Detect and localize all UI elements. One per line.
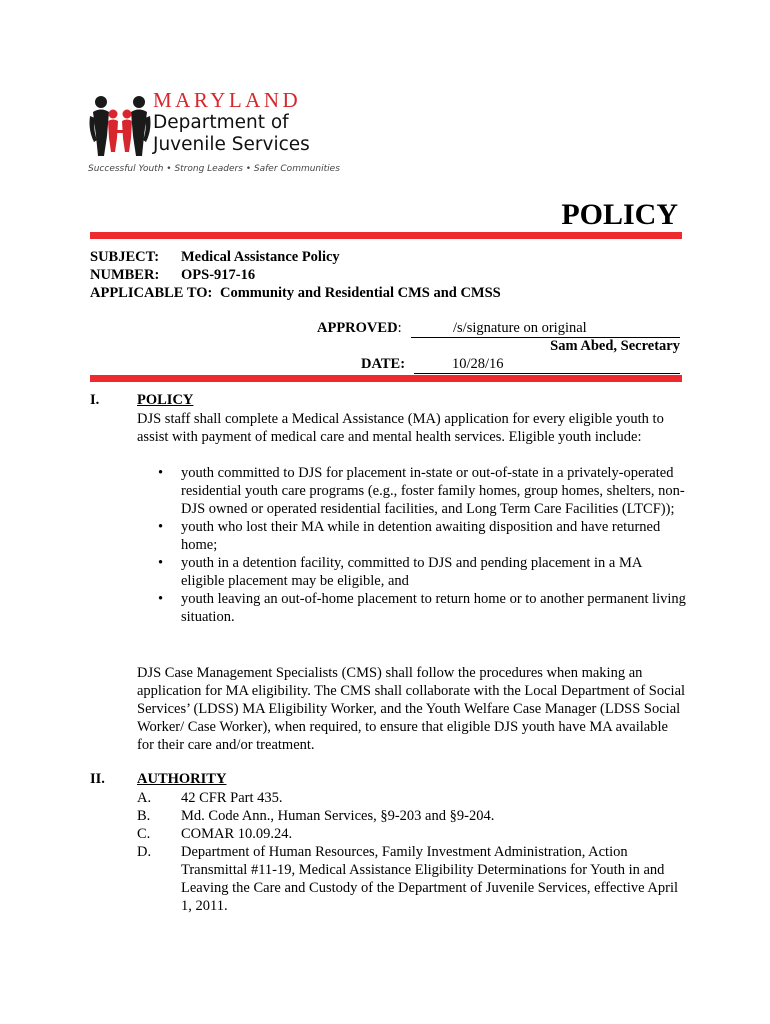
family-figures-icon bbox=[88, 90, 152, 164]
logo-tagline: Successful Youth • Strong Leaders • Safer Communities bbox=[88, 164, 340, 174]
logo-department-line1: Department of bbox=[153, 112, 289, 133]
list-item bbox=[137, 518, 687, 554]
approved-label-row bbox=[317, 320, 402, 337]
list-item bbox=[137, 843, 687, 915]
bullet-icon: • bbox=[158, 465, 164, 481]
list-item-text: youth in a detention facility, committed to DJS and pending placement in a MA eligible placement may be eligible, and bbox=[181, 555, 642, 589]
section-2-title: AUTHORITY bbox=[137, 771, 227, 787]
number-label: NUMBER: bbox=[90, 267, 160, 283]
approved-label: APPROVED bbox=[317, 320, 398, 336]
logo-state-name: MARYLAND bbox=[153, 88, 302, 112]
date-value: 10/28/16 bbox=[452, 356, 504, 372]
section-1-closing: DJS Case Management Specialists (CMS) shall follow the procedures when making an application for MA eligibility. The CMS shall collaborate with the Local Department of Social Services’ (LDSS) MA Eligibility Worker, and the Youth Welfare Case Manager (LDSS Social Worker/ Case Worker), when required, to ensure that eligible DJS youth have MA available for their care and/or treatment. bbox=[137, 665, 686, 753]
list-item bbox=[137, 590, 687, 626]
list-item bbox=[137, 464, 687, 518]
eligible-youth-list bbox=[137, 464, 687, 626]
applicable-label: APPLICABLE TO: bbox=[90, 285, 213, 301]
list-item-letter: C. bbox=[137, 826, 151, 842]
date-label: DATE: bbox=[361, 356, 406, 372]
list-item-letter: A. bbox=[137, 790, 152, 806]
section-1-title: POLICY bbox=[137, 392, 194, 408]
signature-text: /s/signature on original bbox=[453, 320, 587, 336]
section-2-number: II. bbox=[90, 771, 105, 787]
list-item bbox=[137, 807, 687, 825]
djs-logo bbox=[88, 86, 340, 178]
list-item-text: youth leaving an out-of-home placement to return home or to another permanent living situation. bbox=[181, 591, 686, 625]
signer-name: Sam Abed, Secretary bbox=[550, 338, 680, 354]
list-item-letter: B. bbox=[137, 808, 151, 824]
list-item-text: Department of Human Resources, Family Investment Administration, Action Transmittal #11-19, Medical Assistance Eligibility Determinations for Youth in and Leaving the Care and Custody of the Department of Juvenile Services, effective April 1, 2011. bbox=[181, 844, 679, 914]
list-item-text: 42 CFR Part 435. bbox=[181, 790, 283, 806]
signature-field bbox=[411, 320, 680, 338]
subject-row bbox=[90, 249, 340, 266]
list-item-text: youth committed to DJS for placement in-state or out-of-state in a privately-operated residential youth care programs (e.g., foster family homes, group homes, shelters, non-DJS owned or operated residential facilities, and Long Term Care Facilities (LTCF)); bbox=[181, 465, 685, 517]
authority-list bbox=[137, 789, 687, 915]
bullet-icon: • bbox=[158, 555, 164, 571]
section-1-intro: DJS staff shall complete a Medical Assistance (MA) application for every eligible youth to assist with payment of medical care and mental health services. Eligible youth include: bbox=[137, 411, 664, 445]
approved-colon: : bbox=[397, 320, 402, 336]
date-field bbox=[414, 356, 680, 374]
number-value: OPS-917-16 bbox=[181, 267, 256, 283]
applicable-row bbox=[90, 285, 501, 302]
number-row bbox=[90, 267, 256, 284]
subject-label: SUBJECT: bbox=[90, 249, 160, 265]
document-type-title: POLICY bbox=[561, 198, 678, 231]
list-item-text: COMAR 10.09.24. bbox=[181, 826, 293, 842]
section-1-number: I. bbox=[90, 392, 100, 408]
header-divider-top bbox=[90, 232, 682, 239]
header-divider-bottom bbox=[90, 375, 682, 382]
list-item-text: Md. Code Ann., Human Services, §9-203 and §9-204. bbox=[181, 808, 495, 824]
list-item bbox=[137, 825, 687, 843]
logo-department-line2: Juvenile Services bbox=[153, 134, 310, 155]
list-item bbox=[137, 789, 687, 807]
subject-value: Medical Assistance Policy bbox=[181, 249, 340, 265]
list-item bbox=[137, 554, 687, 590]
list-item-letter: D. bbox=[137, 844, 152, 860]
bullet-icon: • bbox=[158, 519, 164, 535]
bullet-icon: • bbox=[158, 591, 164, 607]
list-item-text: youth who lost their MA while in detention awaiting disposition and have returned home; bbox=[181, 519, 661, 553]
applicable-value: Community and Residential CMS and CMSS bbox=[219, 285, 501, 301]
